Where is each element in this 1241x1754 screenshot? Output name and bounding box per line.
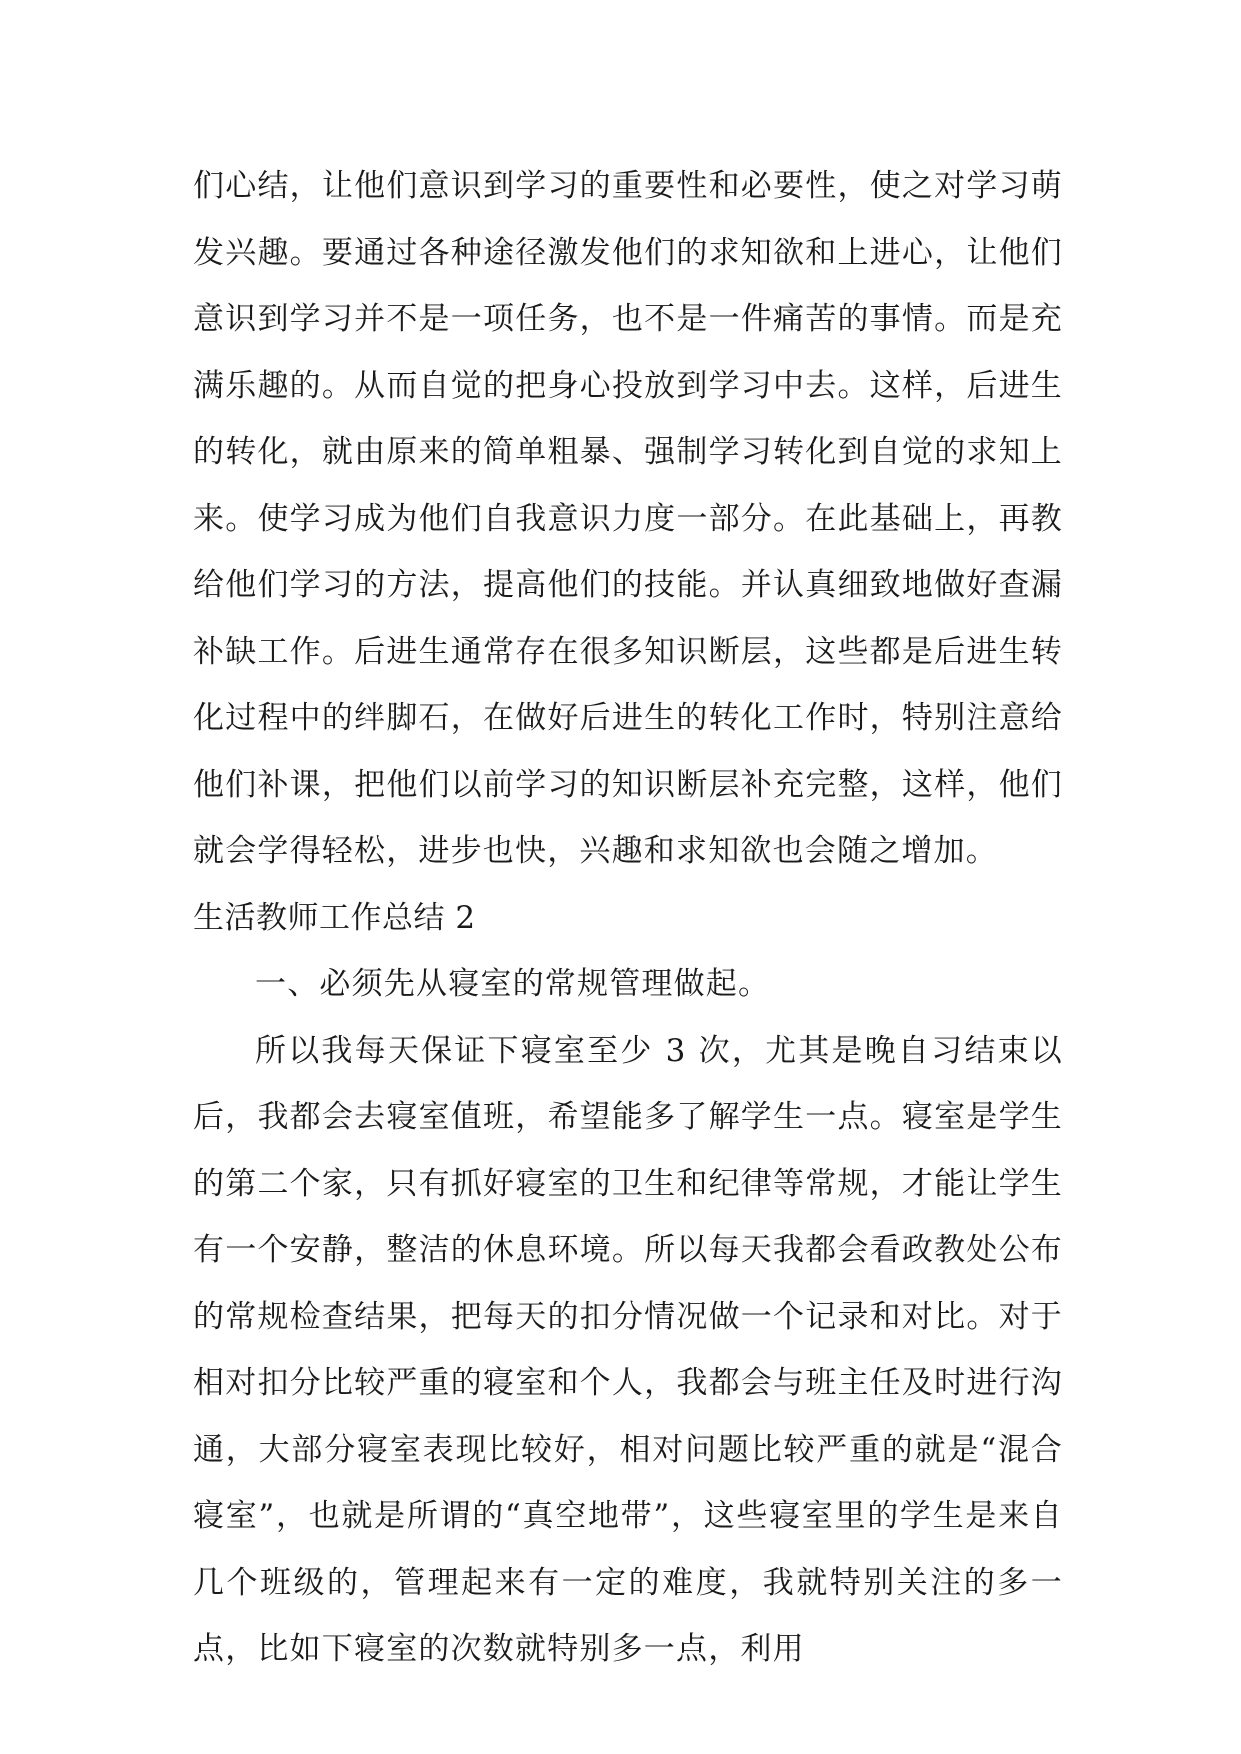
paragraph-body: 所以我每天保证下寝室至少 3 次，尤其是晚自习结束以后，我都会去寝室值班，希望能多了解学生一点。寝室是学生的第二个家，只有抓好寝室的卫生和纪律等常规，才能让学生有一个安静，整洁的休息环境。所以每天我都会看政教处公布的常规检查结果，把每天的扣分情况做一个记录和对比。对于相对扣分比较严重的寝室和个人，我都会与班主任及时进行沟通，大部分寝室表现比较好，相对问题比较严重的就是“混合寝室”，也就是所谓的“真空地带”，这些寝室里的学生是来自几个班级的，管理起来有一定的难度，我就特别关注的多一点，比如下寝室的次数就特别多一点，利用 [193, 1032, 1063, 1667]
document-body [193, 153, 1063, 1683]
section-heading: 生活教师工作总结 2 [193, 899, 476, 936]
paragraph-continuation: 们心结，让他们意识到学习的重要性和必要性，使之对学习萌发兴趣。要通过各种途径激发他们的求知欲和上进心，让他们意识到学习并不是一项任务，也不是一件痛苦的事情。而是充满乐趣的。从而自觉的把身心投放到学习中去。这样，后进生的转化，就由原来的简单粗暴、强制学习转化到自觉的求知上来。使学习成为他们自我意识力度一部分。在此基础上，再教给他们学习的方法，提高他们的技能。并认真细致地做好查漏补缺工作。后进生通常存在很多知识断层，这些都是后进生转化过程中的绊脚石，在做好后进生的转化工作时，特别注意给他们补课，把他们以前学习的知识断层补充完整，这样，他们就会学得轻松，进步也快，兴趣和求知欲也会随之增加。 [193, 168, 1063, 869]
subsection-title: 一、必须先从寝室的常规管理做起。 [255, 966, 771, 1002]
